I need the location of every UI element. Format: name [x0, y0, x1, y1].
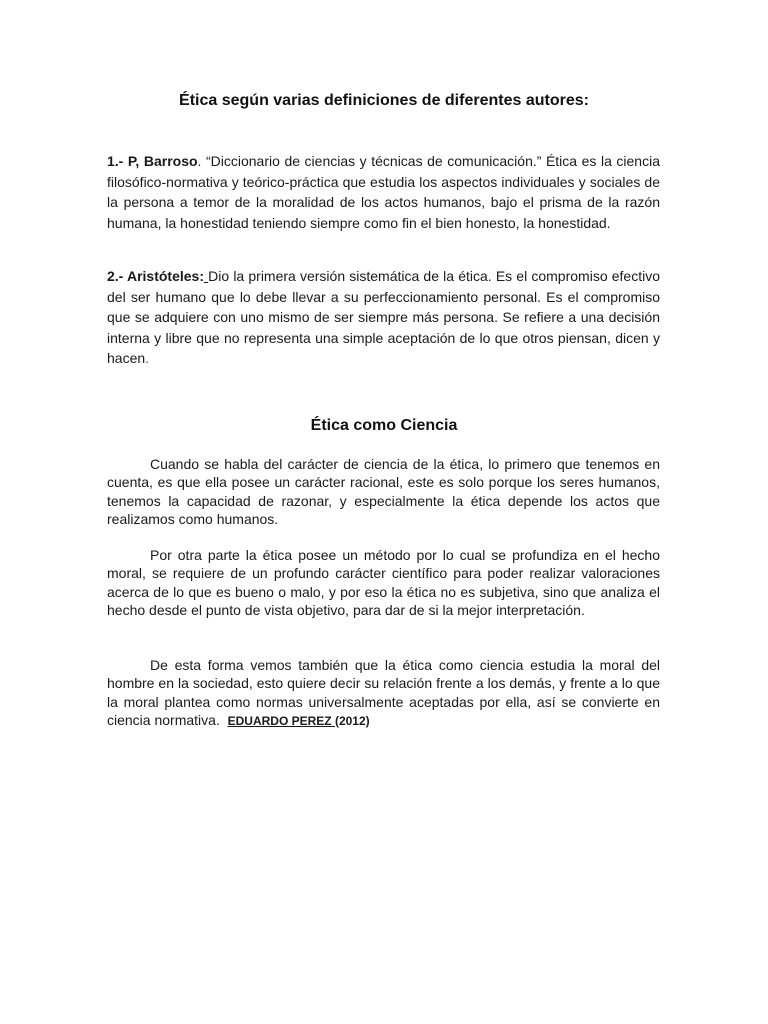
definition-end-2: . [145, 350, 150, 367]
citation-name: EDUARDO PEREZ [227, 714, 335, 729]
definition-text-1: . “Diccionario de ciencias y técnicas de comunicación.” Ética es la ciencia filosófico-normativa y teórico-práctica que estudia los aspectos individuales y sociales de la persona a temor de la moralidad de los actos humanos, bajo el prisma de la razón humana, la honestidad teniendo siempre como fin el bien honesto, la honestidad. [107, 153, 660, 231]
paragraph-3-text: De esta forma vemos también que la ética como ciencia estudia la moral del hombre en la sociedad, esto quiere decir su relación frente a los demás, y frente a lo que la moral plantea como normas universalmente aceptadas por ella, así se convierte en ciencia normativa. [107, 657, 660, 729]
definition-aristoteles [107, 266, 660, 369]
definition-text-2: Dio la primera versión sistemática de la ética. Es el compromiso efectivo del ser humano que lo debe llevar a su perfeccionamiento personal. Es el compromiso que se adquiere con uno mismo de ser siempre más persona. Se refiere a una decisión interna y libre que no representa una simple aceptación de lo que otros piensan, dicen y hacen [107, 268, 661, 367]
definition-barroso [107, 151, 660, 233]
paragraph-1: Cuando se habla del carácter de ciencia de la ética, lo primero que tenemos en cuenta, es que ella posee un carácter racional, este es solo porque los seres humanos, tenemos la capacidad de razonar, y especialmente la ética depende los actos que realizamos como humanos. [107, 456, 660, 528]
paragraph-3 [107, 656, 660, 731]
citation [228, 714, 370, 728]
definition-number-1: 1.- P, Barroso [107, 153, 198, 169]
section-subtitle: Ética como Ciencia [310, 417, 458, 434]
paragraph-2: Por otra parte la ética posee un método por lo cual se profundiza en el hecho moral, se requiere de un profundo carácter científico para poder realizar valoraciones acerca de lo que es bueno o malo, y por eso la ética no es subjetiva, sino que analiza el hecho desde el punto de vista objetivo, para dar de si la mejor interpretación. [107, 547, 660, 619]
document-title: Ética según varias definiciones de diferentes autores: [179, 92, 589, 109]
definition-number-2: 2.- Aristóteles: [107, 268, 204, 284]
citation-year: (2012) [334, 714, 370, 729]
